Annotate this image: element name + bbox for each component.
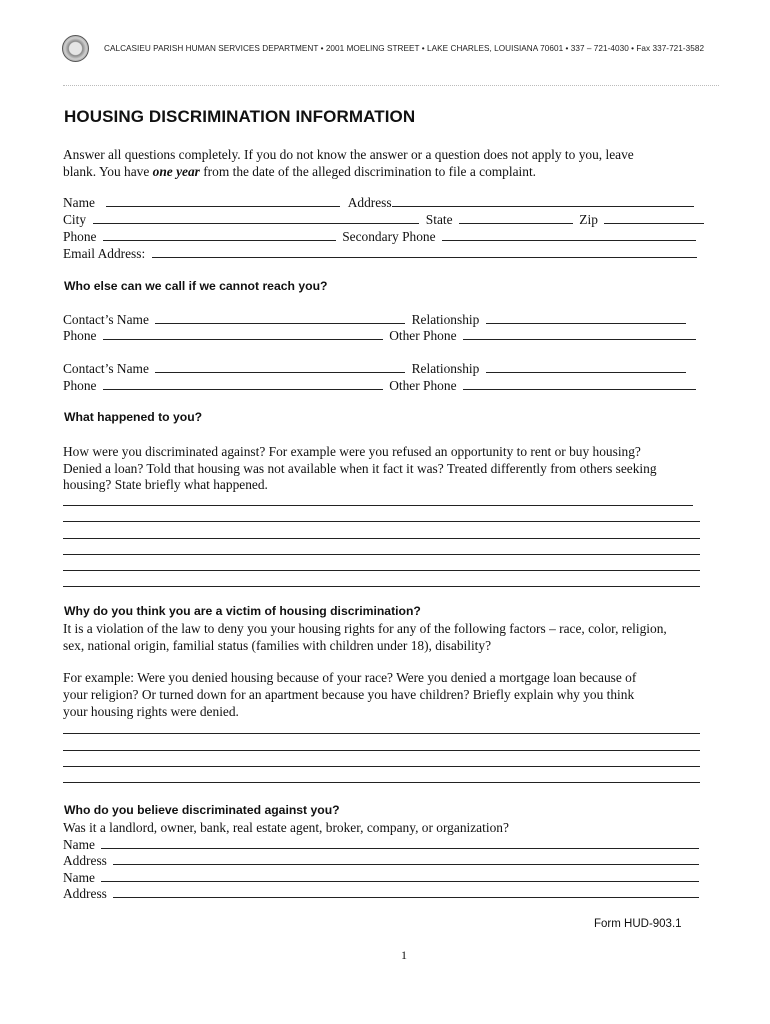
why-example-line-1: For example: Were you denied housing because of your race? Were you denied a mortgage loan because of	[63, 670, 637, 685]
phone-field[interactable]	[103, 229, 336, 241]
name-label: Name	[63, 195, 95, 210]
contact2-relationship-label: Relationship	[411, 361, 480, 376]
what-happened-answer-line[interactable]	[63, 554, 700, 555]
who-line-1: Was it a landlord, owner, bank, real estate agent, broker, company, or organization?	[63, 820, 509, 835]
what-happened-line-3: housing? State briefly what happened.	[63, 477, 268, 492]
contact2-name-label: Contact’s Name	[63, 361, 149, 376]
city-state-zip-row	[63, 212, 704, 228]
contact2-other-phone-field[interactable]	[463, 378, 696, 390]
respondent1-name-label: Name	[63, 837, 95, 852]
email-field[interactable]	[152, 246, 697, 258]
respondent1-name-row	[63, 837, 699, 853]
secondary-phone-field[interactable]	[442, 229, 696, 241]
page-number: 1	[401, 948, 407, 962]
respondent2-address-field[interactable]	[113, 886, 699, 898]
secondary-phone-label: Secondary Phone	[342, 229, 436, 244]
contact2-name-field[interactable]	[155, 361, 405, 373]
contact2-phone-label: Phone	[63, 378, 97, 393]
contact1-name-label: Contact’s Name	[63, 312, 149, 327]
contact1-relationship-label: Relationship	[411, 312, 480, 327]
state-field[interactable]	[459, 212, 573, 224]
why-line-2: sex, national origin, familial status (families with children under 18), disability?	[63, 638, 492, 653]
what-happened-answer-line[interactable]	[63, 505, 693, 506]
address-field[interactable]	[392, 195, 694, 207]
address-label: Address	[347, 195, 392, 210]
phone-label: Phone	[63, 229, 97, 244]
what-happened-line-2: Denied a loan? Told that housing was not available when it fact it was? Treated differently from others seeking	[63, 461, 657, 476]
parish-seal-logo	[62, 35, 89, 62]
contact1-phone-row	[63, 328, 696, 344]
contact2-name-row	[63, 361, 686, 377]
contact1-other-phone-field[interactable]	[463, 328, 696, 340]
contacts-heading: Who else can we call if we cannot reach you?	[64, 279, 328, 293]
name-field[interactable]	[106, 195, 340, 207]
city-field[interactable]	[93, 212, 419, 224]
contact1-name-field[interactable]	[155, 312, 405, 324]
why-example-line-2: your religion? Or turned down for an apartment because you have children? Briefly explain why you think	[63, 687, 635, 702]
respondent1-address-field[interactable]	[113, 853, 699, 865]
what-happened-answer-line[interactable]	[63, 521, 700, 522]
respondent1-address-label: Address	[63, 853, 107, 868]
what-happened-line-1: How were you discriminated against? For example were you refused an opportunity to rent or buy housing?	[63, 444, 641, 459]
form-id: Form HUD-903.1	[594, 918, 682, 930]
page-title: HOUSING DISCRIMINATION INFORMATION	[64, 107, 416, 126]
why-line-1: It is a violation of the law to deny you your housing rights for any of the following factors – race, color, religion,	[63, 621, 667, 636]
who-heading: Who do you believe discriminated against you?	[64, 803, 340, 817]
contact1-name-row	[63, 312, 686, 328]
contact1-other-phone-label: Other Phone	[389, 328, 457, 343]
what-happened-heading: What happened to you?	[64, 410, 203, 424]
why-answer-line[interactable]	[63, 782, 700, 783]
respondent2-address-row	[63, 886, 699, 902]
contact1-phone-label: Phone	[63, 328, 97, 343]
respondent2-name-label: Name	[63, 870, 95, 885]
organization-header: CALCASIEU PARISH HUMAN SERVICES DEPARTMENT • 2001 MOELING STREET • LAKE CHARLES, LOUISIANA 70601 • 337 – 721-4030 • Fax 337-721-3582	[104, 44, 705, 53]
what-happened-answer-line[interactable]	[63, 586, 700, 587]
email-label: Email Address:	[63, 246, 146, 261]
state-label: State	[425, 212, 453, 227]
why-answer-line[interactable]	[63, 750, 700, 751]
what-happened-answer-line[interactable]	[63, 570, 700, 571]
zip-field[interactable]	[604, 212, 704, 224]
intro-line-1: Answer all questions completely. If you do not know the answer or a question does not apply to you, leave	[63, 147, 634, 162]
why-example-line-3: your housing rights were denied.	[63, 704, 239, 719]
phone-row	[63, 229, 696, 245]
respondent1-name-field[interactable]	[101, 837, 699, 849]
contact2-relationship-field[interactable]	[486, 361, 686, 373]
respondent2-name-row	[63, 870, 699, 886]
respondent2-name-field[interactable]	[101, 870, 699, 882]
contact2-phone-row	[63, 378, 696, 394]
what-happened-answer-line[interactable]	[63, 538, 700, 539]
contact1-phone-field[interactable]	[103, 328, 383, 340]
contact2-other-phone-label: Other Phone	[389, 378, 457, 393]
contact1-relationship-field[interactable]	[486, 312, 686, 324]
zip-label: Zip	[579, 212, 598, 227]
email-row	[63, 246, 697, 262]
why-answer-line[interactable]	[63, 766, 700, 767]
city-label: City	[63, 212, 87, 227]
respondent2-address-label: Address	[63, 886, 107, 901]
intro-line-2: blank. You have one year from the date of the alleged discrimination to file a complaint.	[63, 164, 537, 179]
why-answer-line[interactable]	[63, 733, 700, 734]
header-divider	[63, 85, 719, 86]
respondent1-address-row	[63, 853, 699, 869]
why-heading: Why do you think you are a victim of housing discrimination?	[64, 604, 421, 618]
contact2-phone-field[interactable]	[103, 378, 383, 390]
name-address-row	[63, 195, 694, 211]
